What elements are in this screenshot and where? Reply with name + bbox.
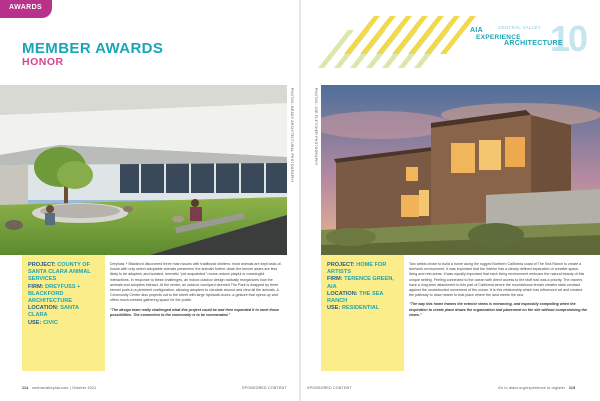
logo-central-valley: CENTRAL VALLEY (498, 25, 541, 30)
animal-shelter-photo (0, 85, 287, 255)
right-photo-credit: PHOTOS: JOE FLETCHER PHOTOGRAPHY (314, 88, 318, 166)
right-sponsored-label: SPONSORED CONTENT (307, 386, 352, 390)
right-project-info (321, 255, 404, 371)
right-body-paragraph: Two artists chose to build a home along the rugged Northern California coast of The Sea Ranch to create a live/work environment. It was important that the interior has a clearly defined separation of creative space, living and rest areas. It was equally important that each living environment embrace the natural beauty of this unique setting. Feeling connected to the ocean with direct access to the bluff trail was a priority. The owners have a long-term attachment to this part of California where the mountainous terrain creates stark contrast against the unobstructed movement of the ocean. It is this relationship which has influenced art and created the pathway to draw nearer to that place where the land meets the sea. (409, 262, 585, 298)
left-footer-text: centralvalleyaia.com | October 2021 (32, 386, 97, 390)
section-tab-label: AWARDS (9, 4, 43, 11)
left-body-copy (110, 262, 282, 322)
experience-architecture-logo (470, 20, 592, 64)
right-footer (498, 386, 575, 390)
left-page-number: 114 (22, 386, 29, 390)
left-photo-credit: PHOTOS: BRADY ARCHITECTURAL PHOTOGRAPHY (290, 88, 294, 183)
left-project-info (22, 255, 105, 371)
page-title: MEMBER AWARDS (22, 40, 164, 57)
logo-aia: AIA (470, 27, 483, 34)
page-subtitle: HONOR (22, 56, 64, 68)
project-value: HOME FOR ARTISTS (327, 262, 387, 276)
logo-ten-mark: 10 (550, 18, 587, 59)
use-line (28, 320, 99, 327)
logo-architecture: ARCHITECTURE (504, 40, 563, 47)
location-key: LOCATION: (28, 305, 59, 312)
project-line (28, 262, 99, 284)
section-tab (0, 0, 52, 18)
use-value: RESIDENTIAL (341, 305, 380, 312)
location-value: THE SEA RANCH (327, 290, 384, 305)
firm-value: DREYFUSS + BLACKFORD ARCHITECTURE (28, 283, 81, 305)
right-footer-text[interactable]: Go to aiacv.org/experience to register (498, 386, 566, 390)
location-line (28, 305, 99, 319)
left-sponsored-label: SPONSORED CONTENT (242, 386, 287, 390)
spread-gutter (299, 0, 301, 401)
use-key: USE: (327, 305, 341, 312)
right-page-number: 115 (568, 386, 576, 390)
project-line (327, 262, 398, 276)
location-value: SANTA CLARA (28, 305, 79, 319)
firm-key: FIRM: (28, 283, 44, 290)
use-value: CIVIC (42, 319, 58, 326)
right-jury-quote: "The way this home frames the exterior views is entrancing, and especially compelling when the inspiration to create place draws the organization and placement on the site without compromising the views." (409, 302, 588, 317)
home-for-artists-photo (321, 85, 600, 255)
right-body-copy (409, 262, 587, 322)
use-line (327, 305, 398, 312)
left-jury-quote: "The design team really challenged what this project could be and then expanded it to meet those possibilities. The connection to the community is to be commended." (110, 307, 280, 317)
project-key: PROJECT: (28, 262, 56, 268)
logo-experience: EXPERIENCE (476, 34, 521, 41)
location-key: LOCATION: (327, 290, 358, 297)
firm-key: FIRM: (327, 276, 343, 283)
header-pattern (318, 10, 488, 68)
project-value: COUNTY OF SANTA CLARA ANIMAL SERVICES (28, 262, 91, 283)
firm-value: TERENCE GREEN, AIA (327, 276, 394, 290)
project-key: PROJECT: (327, 262, 355, 268)
location-line (327, 291, 398, 305)
firm-line (327, 276, 398, 290)
use-key: USE: (28, 319, 42, 326)
left-body-paragraph: Dreyfuss + Blackford discovered three main issues with traditional shelters: most animals are kept back-of-house with only select adoptable animals presented; the animals further down the kennel aisles are less likely to be adopted; and isolated, hermetic "pet acquainted" rooms reduce playful or meaningful interactions. In response to these challenges, an indoor-outdoor design radically reorganizes how the animals and adopters interact. At the center, an outdoor courtyard deemed The Park is wrapped by three kennel pods in a pinwheel configuration, allowing adopters to circulate around and view all the animals. A Community Center also projects out to the street with large hydraulic doors, a gesture that opens up and offers much-needed gathering space for the public. (110, 262, 282, 303)
firm-line (28, 284, 99, 306)
left-footer (22, 386, 96, 390)
